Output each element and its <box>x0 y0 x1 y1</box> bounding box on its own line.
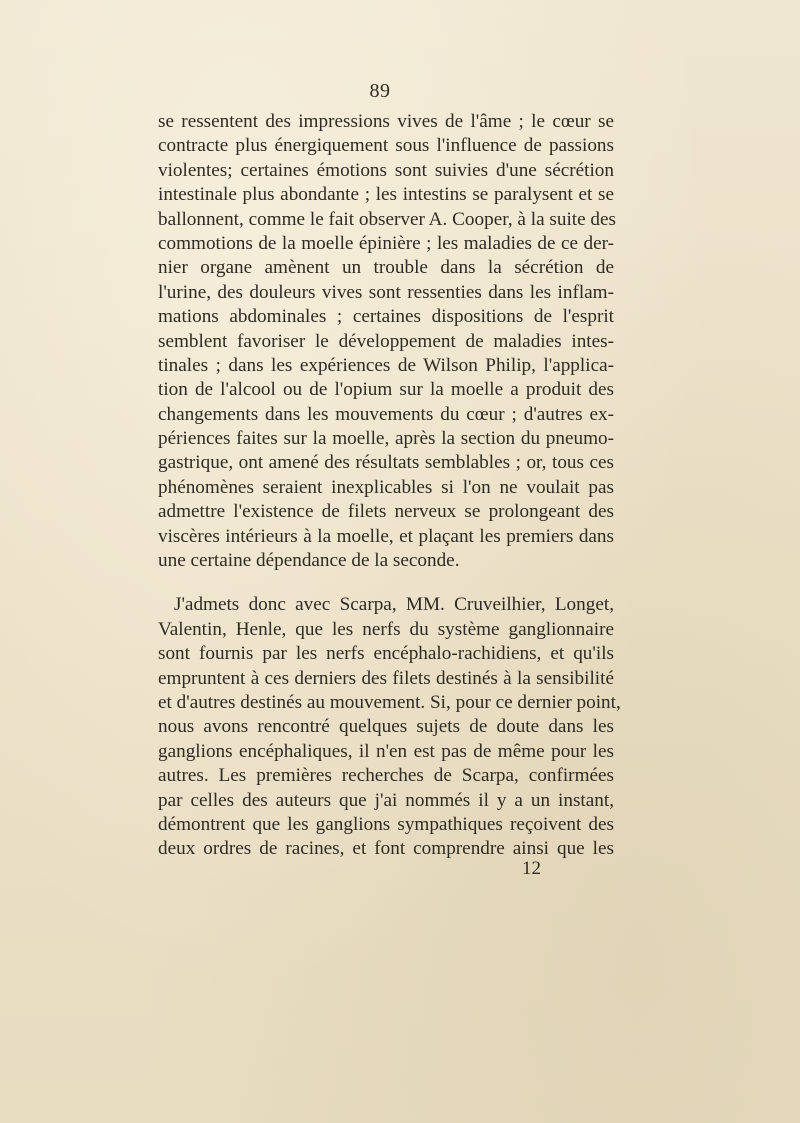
text-line: phénomènes seraient inexplicables si l'on ne voulait pas <box>158 476 614 498</box>
text-line: se ressentent des impressions vives de l'âme ; le cœur se <box>158 111 614 132</box>
text-line: empruntent à ces derniers des filets destinés à la sensibilité <box>158 667 614 689</box>
signature-mark: 12 <box>522 858 541 879</box>
text-line: nous avons rencontré quelques sujets de doute dans les <box>158 716 614 738</box>
text-line: intestinale plus abondante ; les intestins se paralysent et se <box>158 184 614 206</box>
text-line: tion de l'alcool ou de l'opium sur la moelle a produit des <box>158 379 614 401</box>
page-number: 89 <box>369 80 391 102</box>
text-line: changements dans les mouvements du cœur ; d'autres ex- <box>158 403 614 425</box>
text-line: violentes; certaines émotions sont suivies d'une sécrétion <box>158 159 614 181</box>
body-text <box>158 110 621 862</box>
text-line: nier organe amènent un trouble dans la sécrétion de <box>158 257 614 279</box>
paragraph-gap <box>158 573 614 593</box>
text-line: gastrique, ont amené des résultats semblables ; or, tous ces <box>158 452 614 474</box>
text-line: ballonnent, comme le fait observer A. Cooper, à la suite des <box>158 208 616 230</box>
text-line: mations abdominales ; certaines dispositions de l'esprit <box>158 306 614 328</box>
text-line: périences faites sur la moelle, après la section du pneumo- <box>158 428 614 450</box>
paragraph-2 <box>158 593 621 861</box>
text-line: sont fournis par les nerfs encéphalo-rachidiens, et qu'ils <box>158 643 614 665</box>
paragraph-1 <box>158 110 614 573</box>
text-line: l'urine, des douleurs vives sont ressenties dans les inflam- <box>158 281 614 303</box>
text-line: J'admets donc avec Scarpa, MM. Cruveilhier, Longet, <box>174 594 614 616</box>
text-line: contracte plus énergiquement sous l'influence de passions <box>158 135 614 157</box>
text-line: Valentin, Henle, que les nerfs du système ganglionnaire <box>158 618 614 640</box>
text-line: viscères intérieurs à la moelle, et plaçant les premiers dans <box>158 525 614 547</box>
text-line: tinales ; dans les expériences de Wilson Philip, l'applica- <box>158 354 614 376</box>
text-line: deux ordres de racines, et font comprendre ainsi que les <box>158 838 614 860</box>
text-line: et d'autres destinés au mouvement. Si, pour ce dernier point, <box>158 691 621 713</box>
text-line: semblent favoriser le développement de maladies intes- <box>158 330 614 352</box>
text-line: admettre l'existence de filets nerveux se prolongeant des <box>158 501 614 523</box>
text-line: par celles des auteurs que j'ai nommés il y a un instant, <box>158 789 614 811</box>
text-line: ganglions encéphaliques, il n'en est pas de même pour les <box>158 740 614 762</box>
text-line: autres. Les premières recherches de Scarpa, confirmées <box>158 765 614 787</box>
text-line: une certaine dépendance de la seconde. <box>158 550 460 572</box>
text-line: démontrent que les ganglions sympathiques reçoivent des <box>158 813 614 835</box>
text-line: commotions de la moelle épinière ; les maladies de ce der- <box>158 232 614 254</box>
